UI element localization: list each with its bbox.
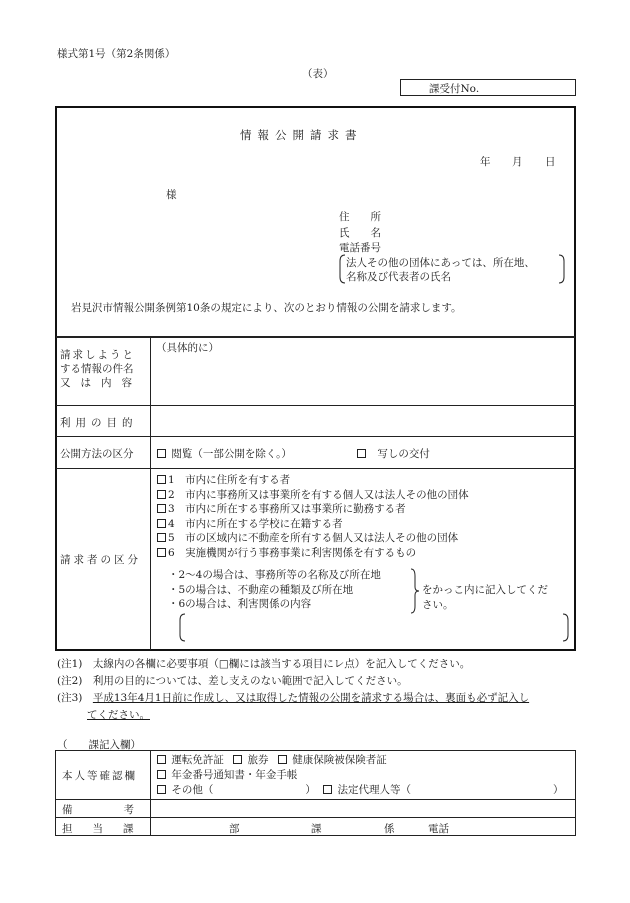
addressee-suffix: 様 bbox=[166, 189, 177, 201]
info-subject-hint: （具体的に） bbox=[156, 342, 219, 354]
corp-note-line1: 法人その他の団体にあっては、所在地、 bbox=[346, 257, 535, 269]
receipt-label: 課受付No. bbox=[429, 83, 480, 95]
staff-phone[interactable]: 電話 bbox=[428, 823, 449, 835]
info-subject-label: 請求しようと する情報の件名 又は内容 bbox=[60, 349, 142, 389]
checkbox[interactable] bbox=[157, 785, 166, 794]
requester-option[interactable]: 3 市内に所在する事務所又は事業所に勤務する者 bbox=[157, 502, 469, 517]
requester-detail-brackets[interactable] bbox=[178, 613, 570, 643]
checkbox[interactable] bbox=[233, 755, 242, 764]
receipt-number-box[interactable] bbox=[400, 79, 576, 96]
remarks-field[interactable] bbox=[156, 801, 570, 816]
request-statement: 岩見沢市情報公開条例第10条の規定により、次のとおり情報の公開を請求します。 bbox=[71, 302, 462, 314]
date-month[interactable]: 月 bbox=[512, 156, 523, 168]
phone-label: 電話番号 bbox=[339, 242, 381, 254]
office-heading: （ 課記入欄） bbox=[57, 739, 141, 751]
checkbox[interactable] bbox=[357, 449, 366, 458]
note-3: (注3) 平成13年4月1日前に作成し、又は取得した情報の公開を請求する場合は、裏面も必ず記入し bbox=[57, 692, 530, 704]
requester-sub-notes: ・2～4の場合は、事務所等の名称及び所在地 ・5の場合は、不動産の種類及び所在地 ・6の場合は、利害関係の内容 bbox=[168, 569, 381, 611]
checkbox[interactable] bbox=[278, 755, 287, 764]
method-label: 公開方法の区分 bbox=[60, 448, 134, 460]
form-number: 様式第1号（第2条関係） bbox=[57, 48, 176, 60]
note-1: (注1) 太線内の各欄に必要事項（□欄には該当する項目にレ点）を記入してください。 bbox=[57, 658, 471, 670]
form-title: 情報公開請求書 bbox=[240, 128, 363, 142]
requester-type-options[interactable] bbox=[157, 473, 469, 561]
requester-type-label: 請求者の区分 bbox=[60, 554, 141, 566]
staff-dept[interactable]: 部 bbox=[229, 823, 240, 835]
name-label: 氏 名 bbox=[339, 227, 381, 239]
sub-instruction: をかっこ内に記入してくだ さい。 bbox=[422, 584, 548, 611]
requester-option[interactable]: 2 市内に事務所又は事業所を有する個人又は法人その他の団体 bbox=[157, 488, 469, 503]
purpose-label: 利用の目的 bbox=[60, 417, 138, 429]
purpose-field[interactable] bbox=[156, 409, 570, 433]
id-check-options[interactable]: 運転免許証 旅券 健康保険被保険者証 年金番号通知書・年金手帳 その他（ ） 法定代理人等（ ） bbox=[157, 753, 564, 798]
method-option-view[interactable]: 閲覧（一部公開を除く。） bbox=[157, 446, 292, 461]
staff-label: 担当課 bbox=[62, 823, 154, 835]
checkbox[interactable] bbox=[157, 449, 166, 458]
requester-option[interactable]: 1 市内に住所を有する者 bbox=[157, 473, 469, 488]
checkbox[interactable] bbox=[157, 755, 166, 764]
checkbox[interactable] bbox=[157, 770, 166, 779]
staff-unit[interactable]: 係 bbox=[384, 823, 395, 835]
date-year[interactable]: 年 bbox=[480, 156, 491, 168]
requester-option[interactable]: 4 市内に所在する学校に在籍する者 bbox=[157, 517, 469, 532]
date-day[interactable]: 日 bbox=[545, 156, 556, 168]
remarks-label: 備 考 bbox=[62, 804, 144, 816]
note-3-cont: てください。 bbox=[87, 709, 150, 721]
address-label: 住 所 bbox=[339, 211, 381, 223]
corp-note-line2: 名称及び代表者の氏名 bbox=[346, 271, 451, 283]
requester-option[interactable]: 5 市の区域内に不動産を所有する個人又は法人その他の団体 bbox=[157, 531, 469, 546]
id-check-label: 本人等確認欄 bbox=[62, 770, 137, 782]
info-subject-field[interactable] bbox=[156, 356, 570, 402]
method-option-copy[interactable]: 写しの交付 bbox=[357, 446, 430, 461]
form-side-label: （表） bbox=[302, 68, 334, 80]
checkbox[interactable] bbox=[323, 785, 332, 794]
staff-section[interactable]: 課 bbox=[311, 823, 322, 835]
requester-option[interactable]: 6 実施機関が行う事務事業に利害関係を有するもの bbox=[157, 546, 469, 561]
note-2: (注2) 利用の目的については、差し支えのない範囲で記入してください。 bbox=[57, 675, 408, 687]
sub-notes-brace bbox=[410, 568, 420, 614]
